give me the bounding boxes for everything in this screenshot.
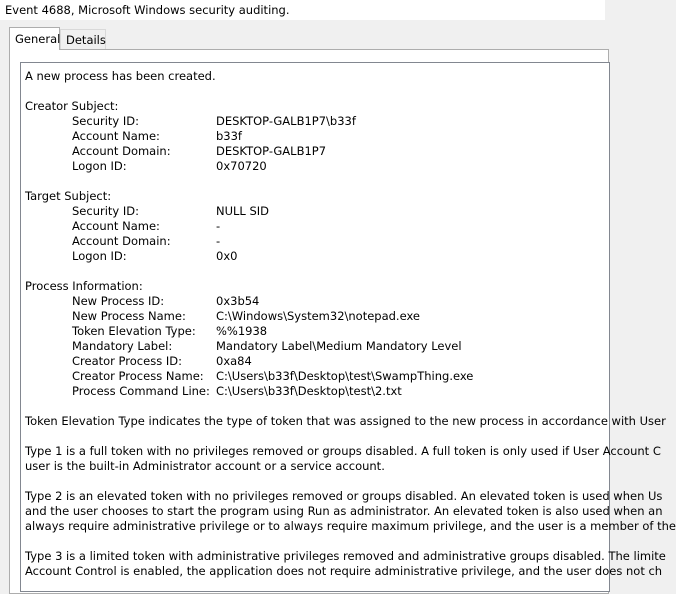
target-account-name-label: Account Name: — [72, 219, 160, 233]
explanation-text-line: Type 2 is an elevated token with no privileges removed or groups disabled. An elevated token is used when Us — [25, 489, 663, 503]
creator-account-domain-value: DESKTOP-GALB1P7 — [216, 144, 327, 158]
explanation-text-line: always require administrative privilege or to always require maximum privilege, and the user is a member of the — [25, 519, 676, 533]
explanation-text-line: Token Elevation Type indicates the type of token that was assigned to the new process in accordance with User — [25, 414, 666, 428]
new-process-name-value: C:\Windows\System32\notepad.exe — [216, 309, 420, 323]
explanation-text-line: Type 1 is a full token with no privileges removed or groups disabled. A full token is only used if User Account C — [25, 444, 661, 458]
target-logon-id-value: 0x0 — [216, 249, 238, 263]
process-command-line-label: Process Command Line: — [72, 384, 210, 398]
explanation-text-line: user is the built-in Administrator account or a service account. — [25, 459, 385, 473]
token-elevation-type-value: %%1938 — [216, 324, 268, 338]
target-subject-heading: Target Subject: — [25, 189, 112, 203]
target-account-domain-value: - — [216, 234, 221, 248]
new-process-name-label: New Process Name: — [72, 309, 186, 323]
creator-account-name-value: b33f — [216, 129, 242, 143]
explanation-text-line: Account Control is enabled, the application does not require administrative privilege, and the user does not ch — [25, 564, 663, 578]
target-account-name-value: - — [216, 219, 221, 233]
process-command-line-value: C:\Users\b33f\Desktop\test\2.txt — [216, 384, 402, 398]
creator-security-id-value: DESKTOP-GALB1P7\b33f — [216, 114, 356, 128]
event-title-bar — [0, 0, 605, 20]
creator-process-id-value: 0xa84 — [216, 354, 252, 368]
target-logon-id-label: Logon ID: — [72, 249, 127, 263]
creator-logon-id-label: Logon ID: — [72, 159, 127, 173]
event-title: Event 4688, Microsoft Windows security auditing. — [5, 3, 290, 17]
creator-process-id-label: Creator Process ID: — [72, 354, 182, 368]
creator-account-domain-label: Account Domain: — [72, 144, 171, 158]
mandatory-label-value: Mandatory Label\Medium Mandatory Level — [216, 339, 462, 353]
target-security-id-label: Security ID: — [72, 204, 140, 218]
creator-security-id-label: Security ID: — [72, 114, 140, 128]
tab-details[interactable]: Details — [60, 29, 106, 49]
creator-account-name-label: Account Name: — [72, 129, 160, 143]
target-account-domain-label: Account Domain: — [72, 234, 171, 248]
creator-logon-id-value: 0x70720 — [216, 159, 267, 173]
new-process-id-label: New Process ID: — [72, 294, 165, 308]
process-information-heading: Process Information: — [25, 279, 143, 293]
intro-text: A new process has been created. — [25, 69, 216, 83]
creator-subject-heading: Creator Subject: — [25, 99, 119, 113]
creator-process-name-label: Creator Process Name: — [72, 369, 204, 383]
explanation-text-line: Type 3 is a limited token with administrative privileges removed and administrative groups disabled. The limite — [25, 549, 666, 563]
new-process-id-value: 0x3b54 — [216, 294, 260, 308]
mandatory-label-label: Mandatory Label: — [72, 339, 173, 353]
creator-process-name-value: C:\Users\b33f\Desktop\test\SwampThing.exe — [216, 369, 474, 383]
token-elevation-type-label: Token Elevation Type: — [72, 324, 196, 338]
event-description-box[interactable] — [20, 62, 676, 592]
tab-general[interactable]: General — [9, 27, 60, 50]
explanation-text-line: and the user chooses to start the program using Run as administrator. An elevated token is also used when an — [25, 504, 663, 518]
target-security-id-value: NULL SID — [216, 204, 270, 218]
